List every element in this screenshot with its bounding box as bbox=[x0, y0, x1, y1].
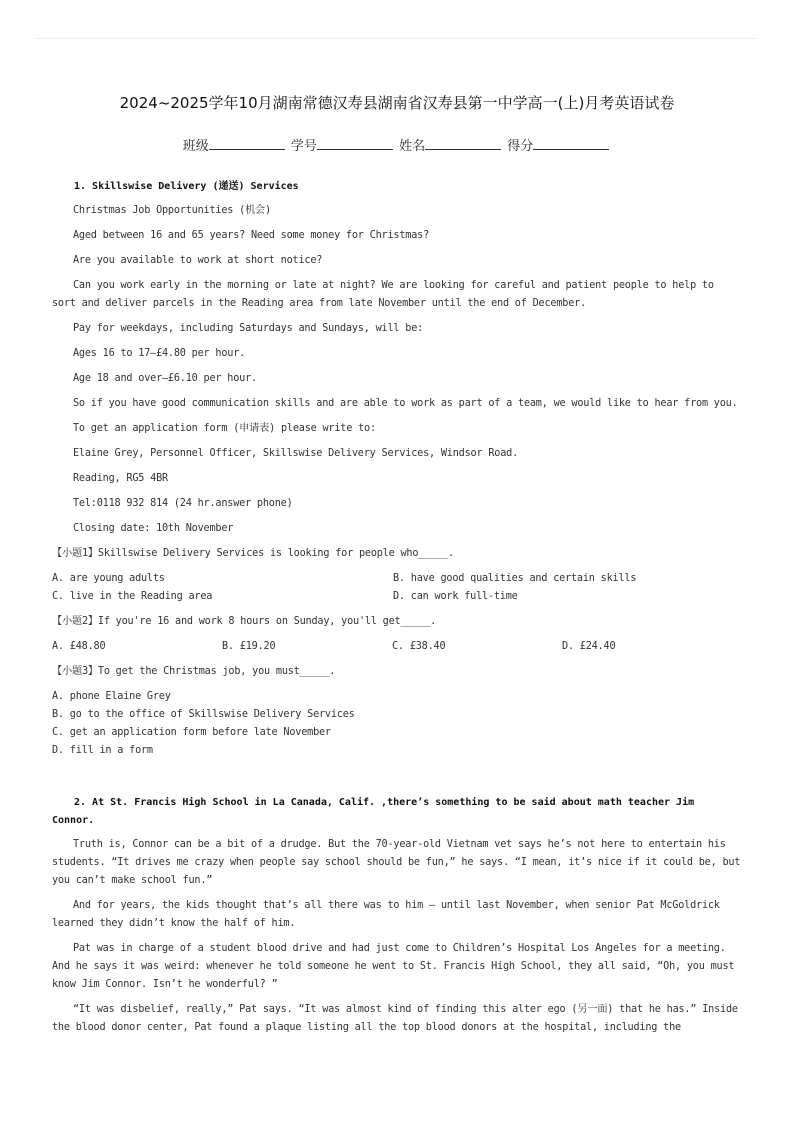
number-field[interactable] bbox=[317, 137, 393, 150]
option-d[interactable]: D. £24.40 bbox=[562, 641, 616, 652]
student-info-line bbox=[0, 135, 794, 154]
number-label: 学号 bbox=[290, 139, 317, 154]
q2-paragraph: And for years, the kids thought that’s all there was to him — until last November, when senior Pat McGoldrick learned they didn’t know the half of him. bbox=[52, 900, 720, 929]
q1-paragraph: So if you have good communication skills and are able to work as part of a team, we would like to hear from you. bbox=[73, 398, 738, 409]
option-b[interactable]: B. have good qualities and certain skills bbox=[393, 573, 637, 584]
option-d[interactable]: D. fill in a form bbox=[52, 745, 153, 756]
name-field[interactable] bbox=[425, 137, 501, 150]
q1-paragraph: To get an application form (申请表) please write to: bbox=[73, 423, 376, 434]
option-c[interactable]: C. live in the Reading area bbox=[52, 591, 213, 602]
q1-paragraph: Age 18 and over—£6.10 per hour. bbox=[73, 373, 257, 384]
page-title: 2024~2025学年10月湖南常德汉寿县湖南省汉寿县第一中学高一(上)月考英语试卷 bbox=[119, 94, 675, 112]
q1-paragraph: Are you available to work at short notice? bbox=[73, 255, 323, 266]
q1-paragraph: Reading, RG5 4BR bbox=[73, 473, 168, 484]
subquestion-1-options bbox=[52, 570, 742, 606]
subquestion-2-options bbox=[52, 638, 742, 656]
option-b[interactable]: B. £19.20 bbox=[222, 641, 276, 652]
class-field[interactable] bbox=[209, 137, 285, 150]
q2-paragraph: Pat was in charge of a student blood drive and had just come to Children’s Hospital Los Angeles for a meeting. And he says it was weird: whenever he told someone he went to St. Francis High School, they all said, “Oh, you must know Jim Connor. Isn’t he wonderful? ” bbox=[52, 943, 735, 990]
class-label: 班级 bbox=[182, 139, 209, 154]
top-divider bbox=[36, 38, 758, 39]
q2-paragraph: Truth is, Connor can be a bit of a drudge. But the 70-year-old Vietnam vet says he’s not here to entertain his students. “It drives me crazy when people say school should be fun,” he says. “I mean, it’s nice if it could be, but you can’t make school fun.” bbox=[52, 839, 741, 886]
option-b[interactable]: B. go to the office of Skillswise Delivery Services bbox=[52, 709, 355, 720]
question-1-heading: 1. Skillswise Delivery (递送) Services bbox=[74, 181, 299, 192]
option-c[interactable]: C. get an application form before late November bbox=[52, 727, 331, 738]
q1-paragraph: Can you work early in the morning or late at night? We are looking for careful and patient people to help to sort and deliver parcels in the Reading area from late November until the end of December. bbox=[52, 280, 714, 309]
option-a[interactable]: A. phone Elaine Grey bbox=[52, 691, 171, 702]
score-label: 得分 bbox=[507, 139, 534, 154]
subquestion-3-options bbox=[52, 688, 742, 760]
q1-paragraph: Elaine Grey, Personnel Officer, Skillswise Delivery Services, Windsor Road. bbox=[73, 448, 519, 459]
score-field[interactable] bbox=[533, 137, 609, 150]
option-a[interactable]: A. are young adults bbox=[52, 573, 165, 584]
option-c[interactable]: C. £38.40 bbox=[392, 641, 446, 652]
name-label: 姓名 bbox=[399, 139, 426, 154]
option-a[interactable]: A. £48.80 bbox=[52, 641, 106, 652]
q1-paragraph: Closing date: 10th November bbox=[73, 523, 234, 534]
subquestion-2-stem: 【小题2】If you're 16 and work 8 hours on Sunday, you'll get_____. bbox=[52, 616, 437, 627]
exam-content bbox=[52, 178, 742, 1044]
q1-paragraph: Aged between 16 and 65 years? Need some money for Christmas? bbox=[73, 230, 430, 241]
q1-paragraph: Tel:0118 932 814 (24 hr.answer phone) bbox=[73, 498, 293, 509]
question-2-heading: 2. At St. Francis High School in La Canada, Calif. ,there’s something to be said about math teacher Jim Connor. bbox=[52, 797, 695, 826]
q1-paragraph: Pay for weekdays, including Saturdays and Sundays, will be: bbox=[73, 323, 424, 334]
q1-paragraph: Ages 16 to 17—£4.80 per hour. bbox=[73, 348, 246, 359]
q1-paragraph: Christmas Job Opportunities (机会) bbox=[73, 205, 271, 216]
q2-paragraph: “It was disbelief, really,” Pat says. “It was almost kind of finding this alter ego (另一面) that he has.” Inside the blood donor center, Pat found a plaque listing all the top blood donors at the hospital, including the bbox=[52, 1004, 738, 1033]
option-d[interactable]: D. can work full-time bbox=[393, 591, 518, 602]
subquestion-1-stem: 【小题1】Skillswise Delivery Services is looking for people who_____. bbox=[52, 548, 454, 559]
subquestion-3-stem: 【小题3】To get the Christmas job, you must_____. bbox=[52, 666, 336, 677]
